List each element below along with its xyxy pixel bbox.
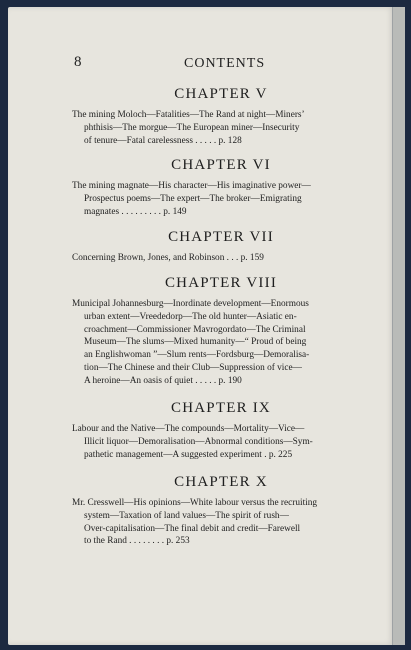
summary-line: of tenure—Fatal carelessness . . . . . p. 128 <box>84 135 242 146</box>
summary-line: pathetic management—A suggested experiment . p. 225 <box>84 449 293 460</box>
summary-line: Illicit liquor—Demoralisation—Abnormal conditions—Sym- <box>84 436 313 447</box>
chapter-title: CHAPTER VIII <box>164 275 278 291</box>
chapter-summary <box>72 109 370 147</box>
summary-line: Municipal Johannesburg—Inordinate development—Enormous <box>72 299 309 309</box>
summary-line: Mr. Cresswell—His opinions—White labour versus the recruiting <box>72 498 318 508</box>
running-head: CONTENTS <box>184 56 266 71</box>
summary-line: Labour and the Native—The compounds—Mortality—Vice— <box>72 424 305 434</box>
page-number: 8 <box>74 54 82 70</box>
chapter-title: CHAPTER VII <box>168 229 274 245</box>
summary-line: Over-capitalisation—The final debit and credit—Farewell <box>84 523 301 534</box>
chapter-summary <box>72 252 370 265</box>
chapter-title: CHAPTER VI <box>171 157 271 173</box>
chapter-ix <box>72 400 370 461</box>
summary-line: Museum—The slums—Mixed humanity—“ Proud of being <box>84 337 307 348</box>
summary-line: phthisis—The morgue—The European miner—Insecurity <box>84 122 300 133</box>
chapter-summary <box>72 298 370 388</box>
summary-line: The mining magnate—His character—His imaginative power— <box>72 181 311 191</box>
summary-line: croachment—Commissioner Mavrogordato—The Criminal <box>84 324 306 335</box>
chapter-title: CHAPTER X <box>174 474 268 490</box>
chapter-vi <box>72 157 370 218</box>
summary-line: tion—The Chinese and their Club—Suppression of vice— <box>84 362 302 373</box>
chapter-v <box>72 86 370 147</box>
summary-line: Concerning Brown, Jones, and Robinson . . . p. 159 <box>72 253 264 263</box>
summary-line: magnates . . . . . . . . . p. 149 <box>84 206 187 217</box>
summary-line: to the Rand . . . . . . . . p. 253 <box>84 536 190 547</box>
chapter-x <box>72 474 370 548</box>
page-edge <box>392 7 405 645</box>
chapter-summary <box>72 180 370 218</box>
chapter-title: CHAPTER V <box>174 86 268 102</box>
chapter-viii <box>72 275 370 388</box>
chapter-summary <box>72 497 370 548</box>
summary-line: an Englishwoman ”—Slum rents—Fordsburg—Demoralisa- <box>84 350 310 361</box>
summary-line: Prospectus poems—The expert—The broker—Emigrating <box>84 193 302 204</box>
chapter-summary <box>72 423 370 461</box>
summary-line: A heroine—An oasis of quiet . . . . . p. 190 <box>84 375 242 386</box>
chapter-vii <box>72 229 370 265</box>
summary-line: The mining Moloch—Fatalities—The Rand at night—Miners’ <box>72 110 305 120</box>
summary-line: urban extent—Vreededorp—The old hunter—Asiatic en- <box>84 311 297 322</box>
summary-line: system—Taxation of land values—The spirit of rush— <box>84 510 289 521</box>
chapter-title: CHAPTER IX <box>171 400 271 416</box>
